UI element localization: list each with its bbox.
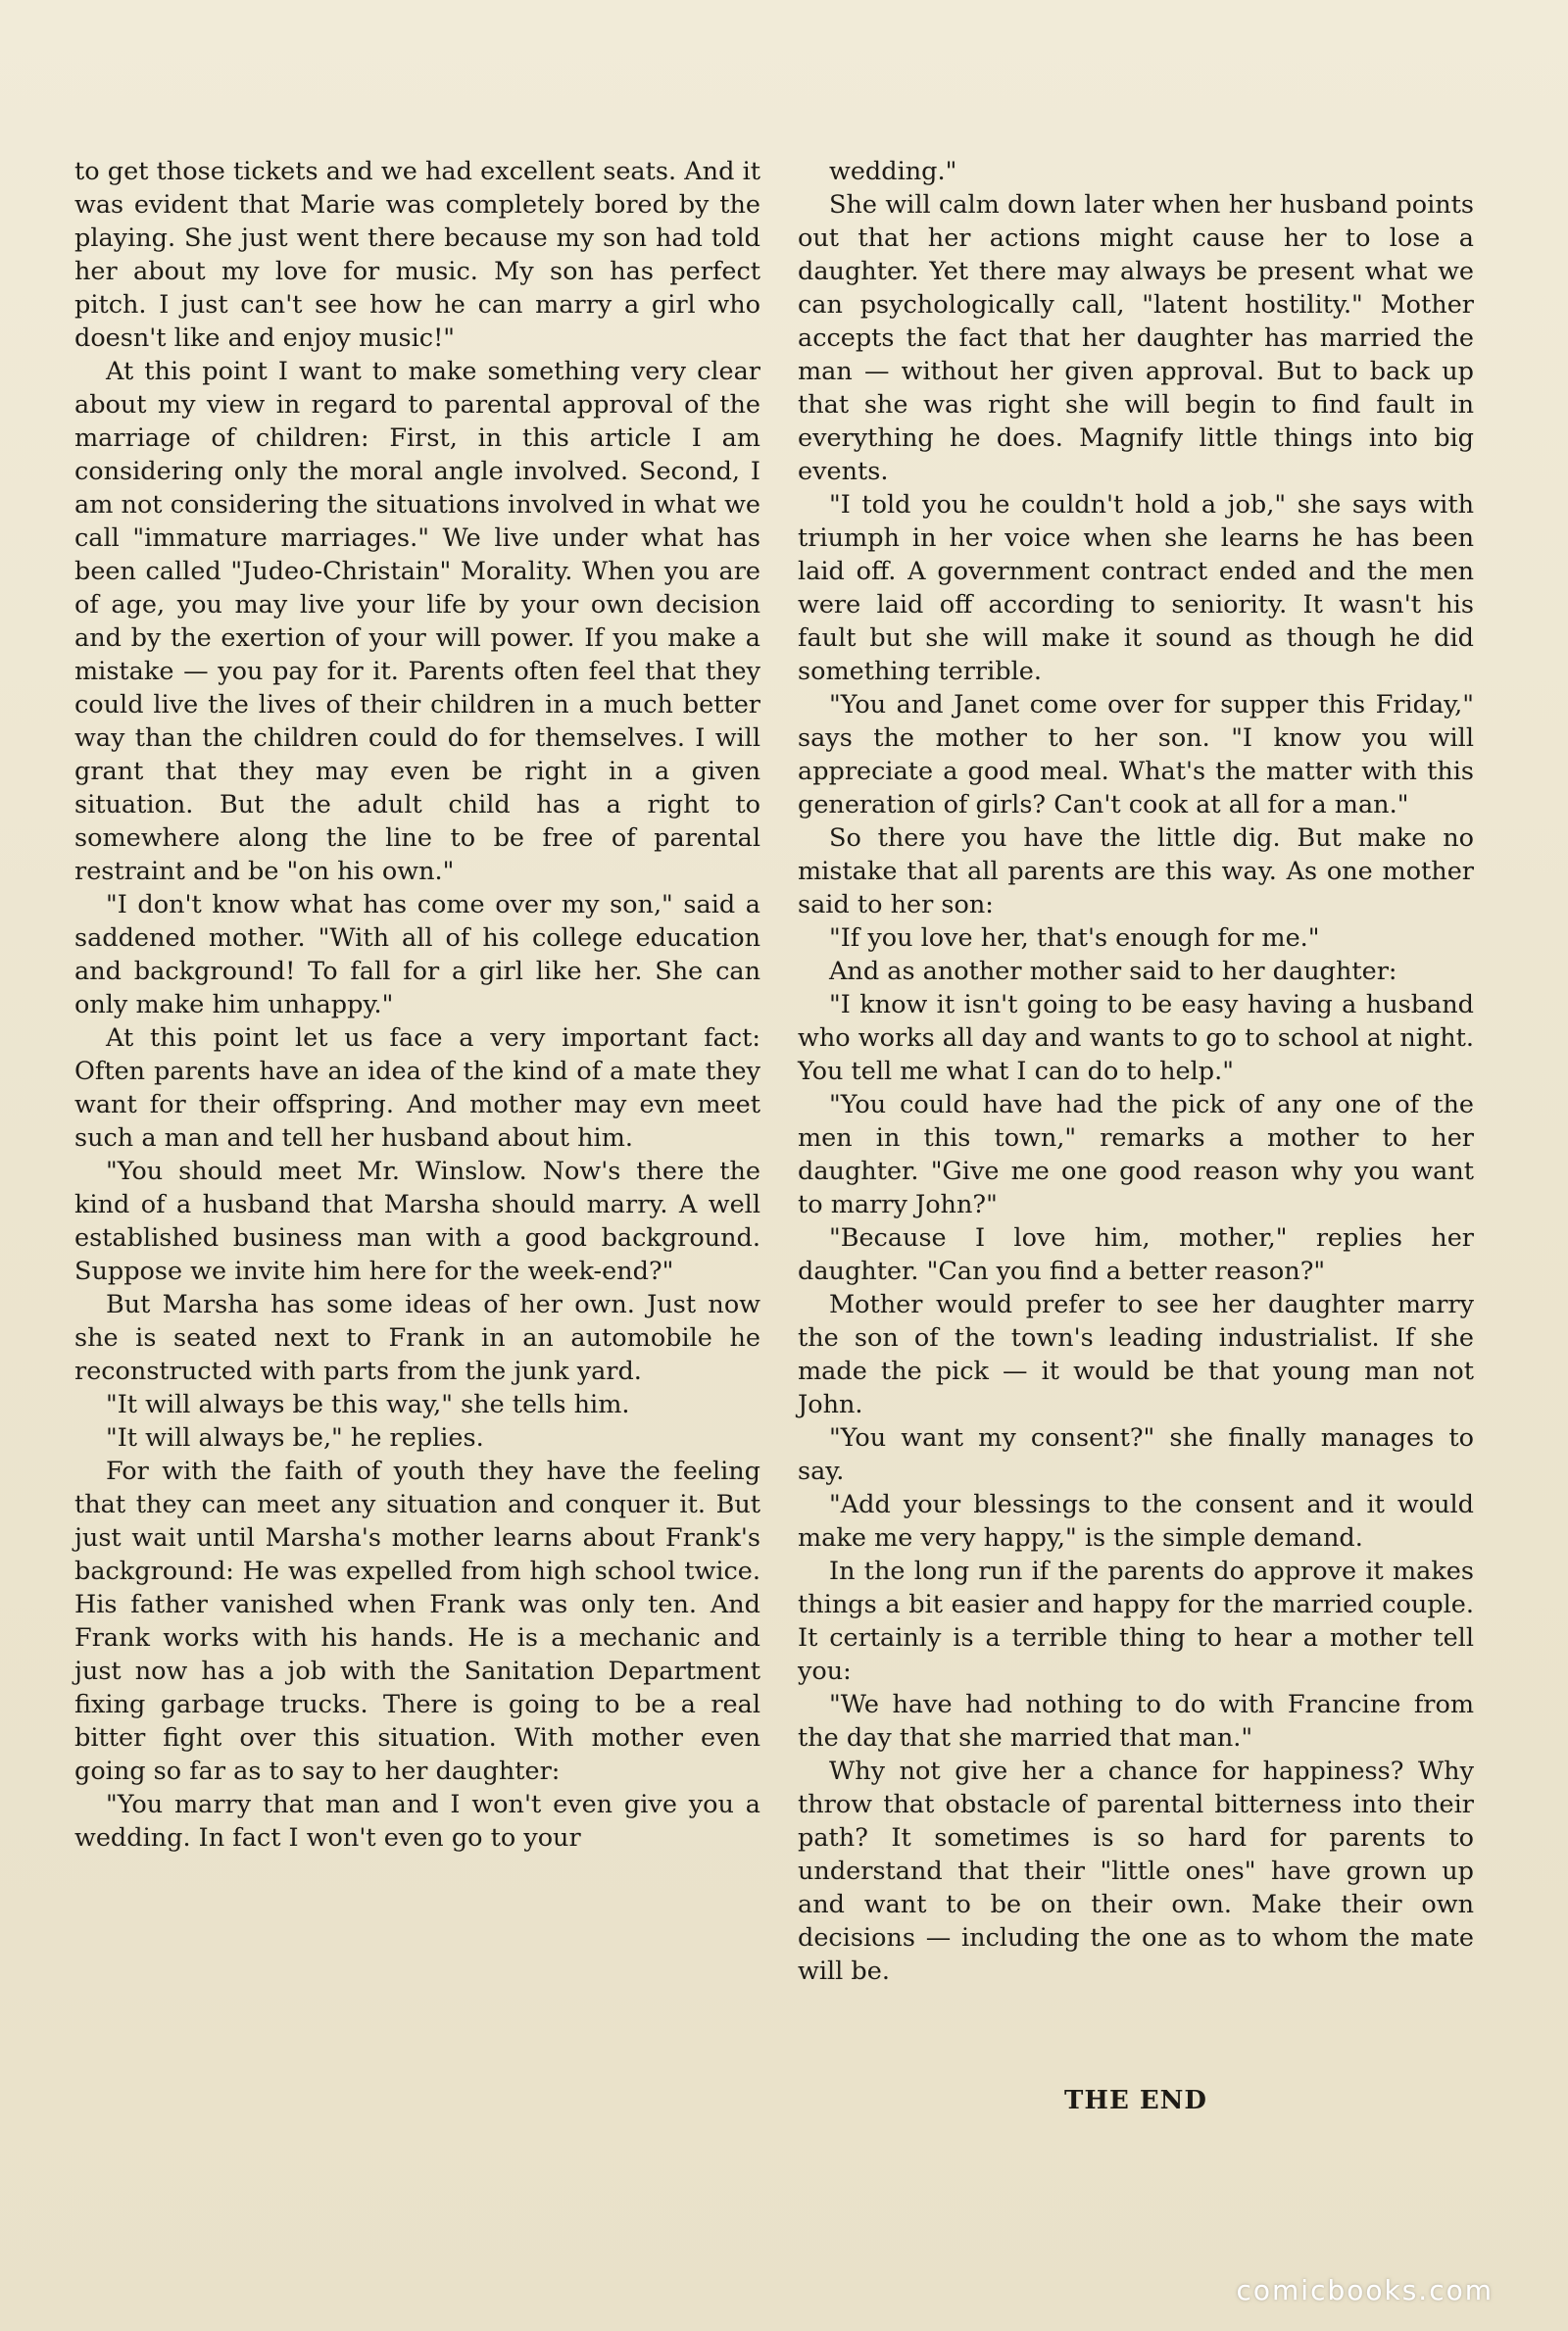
paragraph: And as another mother said to her daughter: — [829, 957, 1397, 986]
paragraph: She will calm down later when her husband points out that her actions might cause her to lose a daughter. Yet there may always be present what we can psychologically call, "latent hostility." Mother accepts the fact that her daughter has married the man — without her given approval. But to back up that she was right she will begin to find fault in everything he does. Magnify little things into big events. — [798, 190, 1474, 486]
paragraph: In the long run if the parents do approve it makes things a bit easier and happy for the married couple. It certainly is a terrible thing to hear a mother tell you: — [798, 1557, 1474, 1686]
right-text-column — [798, 155, 1474, 1988]
paragraph: So there you have the little dig. But make no mistake that all parents are this way. As one mother said to her son: — [798, 823, 1474, 919]
paragraph: At this point let us face a very important fact: Often parents have an idea of the kind of a mate they want for their offspring. And mother may evn meet such a man and tell her husband about him. — [74, 1023, 760, 1153]
paragraph: "We have had nothing to do with Francine from the day that she married that man." — [798, 1690, 1474, 1753]
the-end-marker: THE END — [1064, 2086, 1207, 2115]
paragraph: "It will always be," he replies. — [106, 1423, 484, 1453]
paragraph: "You want my consent?" she finally manages to say. — [798, 1423, 1474, 1486]
paragraph: "It will always be this way," she tells him. — [106, 1390, 630, 1419]
paragraph: "I don't know what has come over my son," said a saddened mother. "With all of his college education and background! To fall for a girl like her. She can only make him unhappy." — [74, 890, 760, 1019]
paragraph: "Add your blessings to the consent and it would make me very happy," is the simple demand. — [798, 1490, 1474, 1553]
paragraph: "You and Janet come over for supper this Friday," says the mother to her son. "I know you will appreciate a good meal. What's the matter with this generation of girls? Can't cook at all for a man." — [798, 690, 1474, 819]
paragraph: "If you love her, that's enough for me." — [829, 923, 1320, 953]
paragraph: "You marry that man and I won't even give you a wedding. In fact I won't even go to your — [74, 1790, 760, 1853]
paragraph: At this point I want to make something very clear about my view in regard to parental approval of the marriage of children: First, in this article I am considering only the moral angle involved. Second, I am not considering the situations involved in what we call "immature marriages." We live under what has been called "Judeo-Christain" Morality. When you are of age, you may live your life by your own decision and by the exertion of your will power. If you make a mistake — you pay for it. Parents often feel that they could live the lives of their children in a much better way than the children could do for themselves. I will grant that they may even be right in a given situation. But the adult child has a right to somewhere along the line to be free of parental restraint and be "on his own." — [74, 357, 760, 886]
site-watermark: comicbooks.com — [1236, 2274, 1494, 2306]
paragraph: "I know it isn't going to be easy having a husband who works all day and wants to go to school at night. You tell me what I can do to help." — [798, 990, 1474, 1086]
left-text-column — [74, 155, 760, 1855]
paragraph: Mother would prefer to see her daughter marry the son of the town's leading industrialist. If she made the pick — it would be that young man not John. — [798, 1290, 1474, 1419]
paragraph: "You should meet Mr. Winslow. Now's there the kind of a husband that Marsha should marry. A well established business man with a good background. Suppose we invite him here for the week-end?" — [74, 1157, 760, 1286]
paragraph: "I told you he couldn't hold a job," she says with triumph in her voice when she learns he has been laid off. A government contract ended and the men were laid off according to seniority. It wasn't his fault but she will make it sound as though he did something terrible. — [798, 490, 1474, 686]
paragraph: For with the faith of youth they have the feeling that they can meet any situation and conquer it. But just wait until Marsha's mother learns about Frank's background: He was expelled from high school twice. His father vanished when Frank was only ten. And Frank works with his hands. He is a mechanic and just now has a job with the Sanitation Department fixing garbage trucks. There is going to be a real bitter fight over this situation. With mother even going so far as to say to her daughter: — [74, 1457, 760, 1786]
paragraph: "You could have had the pick of any one of the men in this town," remarks a mother to her daughter. "Give me one good reason why you want to marry John?" — [798, 1090, 1474, 1219]
paragraph: But Marsha has some ideas of her own. Just now she is seated next to Frank in an automobile he reconstructed with parts from the junk yard. — [74, 1290, 760, 1386]
paragraph: Why not give her a chance for happiness? Why throw that obstacle of parental bitterness into their path? It sometimes is so hard for parents to understand that their "little ones" have grown up and want to be on their own. Make their own decisions — including the one as to whom the mate will be. — [798, 1757, 1474, 1986]
paragraph: "Because I love him, mother," replies her daughter. "Can you find a better reason?" — [798, 1223, 1474, 1286]
paragraph: wedding." — [829, 157, 957, 186]
paragraph: to get those tickets and we had excellent seats. And it was evident that Marie was completely bored by the playing. She just went there because my son had told her about my love for music. My son has perfect pitch. I just can't see how he can marry a girl who doesn't like and enjoy music!" — [74, 157, 760, 353]
